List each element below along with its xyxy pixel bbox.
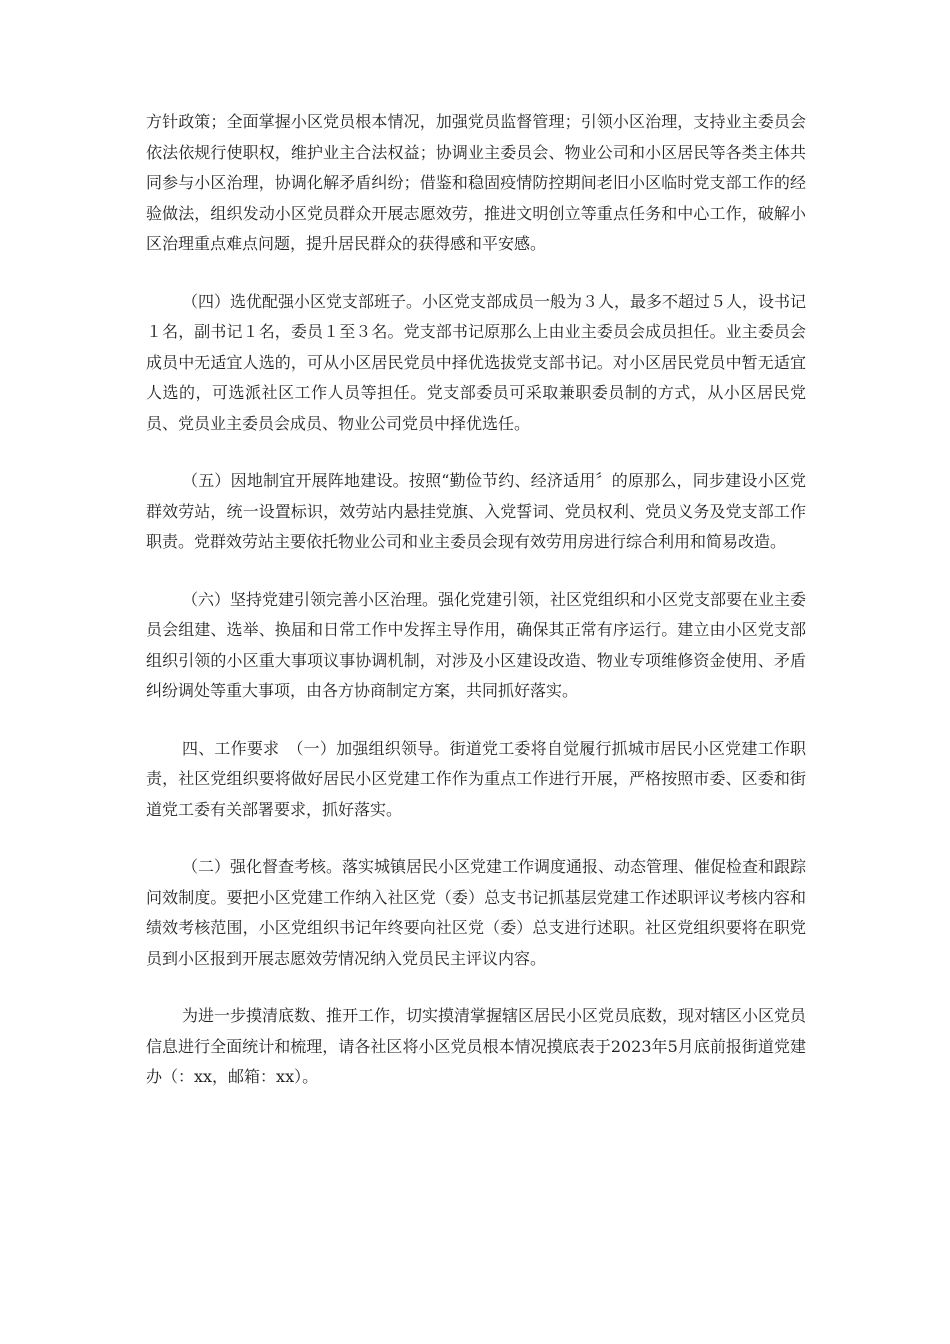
paragraph-section-6-governance: （六）坚持党建引领完善小区治理。强化党建引领，社区党组织和小区党支部要在业主委员会组建、选举、换届和日常工作中发挥主导作用，确保其正常有序运行。建立由小区党支部组织引领的小区重大事项议事协调机制，对涉及小区建设改造、物业专项维修资金使用、矛盾纠纷调处等重大事项，由各方协商制定方案，共同抓好落实。 <box>146 589 807 700</box>
paragraph-closing-notice: 为进一步摸清底数、推开工作，切实摸清掌握辖区居民小区党员底数，现对辖区小区党员信息进行全面统计和梳理，请各社区将小区党员根本情况摸底表于2023年5月底前报街道党建办（：xx，邮箱：xx）。 <box>146 1006 807 1086</box>
document-body <box>146 107 806 1120</box>
paragraph-section-5-position-building: （五）因地制宜开展阵地建设。按照“勤俭节约、经济适用〞的原那么，同步建设小区党群效劳站，统一设置标识，效劳站内悬挂党旗、入党誓词、党员权利、党员义务及党支部工作职责。党群效劳站主要依托物业公司和业主委员会现有效劳用房进行综合利用和简易改造。 <box>146 471 806 551</box>
paragraph-policy-continuation: 方针政策；全面掌握小区党员根本情况，加强党员监督管理；引领小区治理，支持业主委员会依法依规行使职权，维护业主合法权益；协调业主委员会、物业公司和小区居民等各类主体共同参与小区治理，协调化解矛盾纠纷；借鉴和稳固疫情防控期间老旧小区临时党支部工作的经验做法，组织发动小区党员群众开展志愿效劳，推进文明创立等重点任务和中心工作，破解小区治理重点难点问题，提升居民群众的获得感和平安感。 <box>146 112 806 253</box>
paragraph-supervision-assessment: （二）强化督查考核。落实城镇居民小区党建工作调度通报、动态管理、催促检查和跟踪问效制度。要把小区党建工作纳入社区党（委）总支书记抓基层党建工作述职评议考核内容和绩效考核范围，小区党组织书记年终要向社区党（委）总支进行述职。社区党组织要将在职党员到小区报到开展志愿效劳情况纳入党员民主评议内容。 <box>146 857 807 968</box>
paragraph-work-requirements: 四、工作要求 （一）加强组织领导。街道党工委将自觉履行抓城市居民小区党建工作职责，社区党组织要将做好居民小区党建工作作为重点工作进行开展，严格按照市委、区委和街道党工委有关部署要求，抓好落实。 <box>146 738 806 819</box>
paragraph-section-4-branch-team: （四）选优配强小区党支部班子。小区党支部成员一般为３人，最多不超过５人，设书记１名，副书记１名，委员１至３名。党支部书记原那么上由业主委员会成员担任。业主委员会成员中无适宜人选的，可从小区居民党员中择优选拔党支部书记。对小区居民党员中暂无适宜人选的，可选派社区工作人员等担任。党支部委员可采取兼职委员制的方式，从小区居民党员、党员业主委员会成员、物业公司党员中择优选任。 <box>146 291 807 433</box>
